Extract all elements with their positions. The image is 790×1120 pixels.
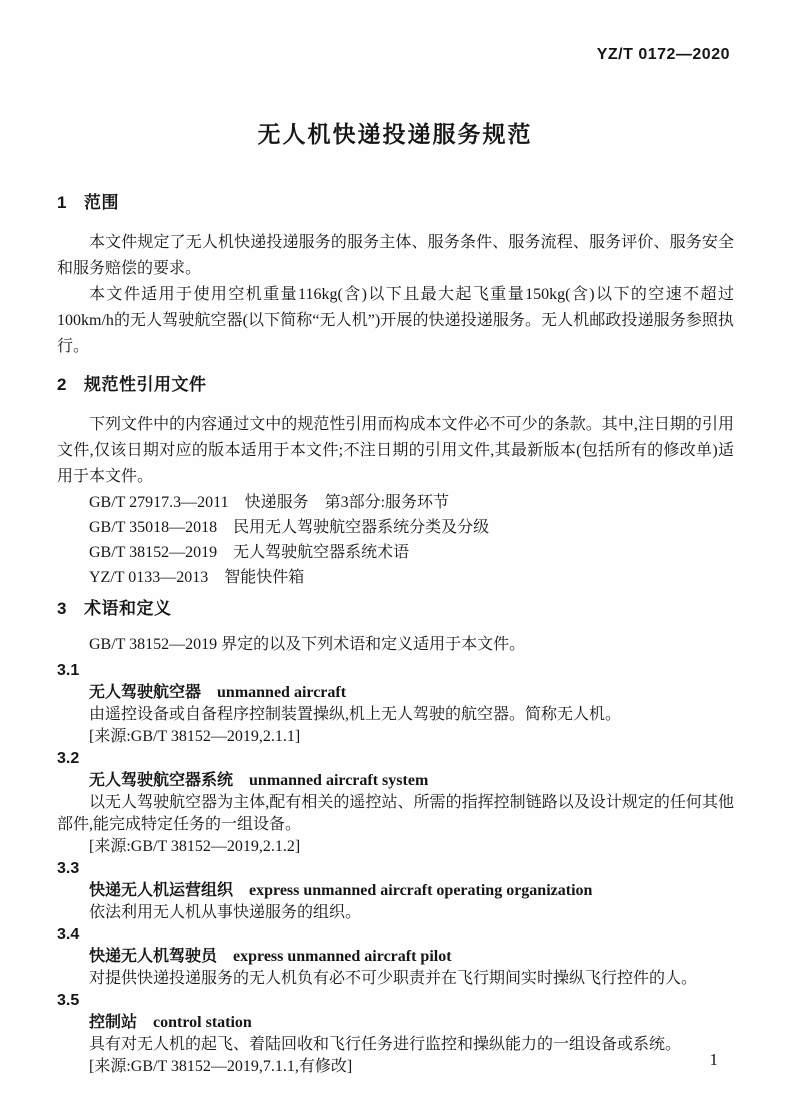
term-definition: 对提供快递投递服务的无人机负有必不可少职责并在飞行期间实时操纵飞行控件的人。 (89, 970, 698, 987)
doc-code: YZ/T 0172—2020 (596, 46, 730, 63)
term-name (57, 880, 734, 902)
paragraph: 本文件规定了无人机快递投递服务的服务主体、服务条件、服务流程、服务评价、服务安全和服务赔偿的要求。 (57, 234, 734, 277)
section-heading-normative-references (57, 374, 734, 396)
term-name-zh: 无人驾驶航空器 (89, 684, 202, 701)
paragraph: GB/T 38152—2019 界定的以及下列术语和定义适用于本文件。 (89, 636, 526, 653)
paragraph: 本文件适用于使用空机重量116kg(含)以下且最大起飞重量150kg(含)以下的空速不超过100km/h的无人驾驶航空器(以下简称“无人机”)开展的快递投递服务。无人机邮政投递服务参照执行。 (57, 286, 734, 355)
terms-list (57, 660, 734, 1078)
term-name-zh: 快递无人机运营组织 (89, 882, 234, 899)
reference-code: GB/T 38152—2019 (89, 544, 218, 561)
term-name-en: express unmanned aircraft pilot (233, 948, 452, 965)
reference-list (57, 490, 734, 590)
term-entry (57, 990, 734, 1078)
paragraph: 下列文件中的内容通过文中的规范性引用而构成本文件必不可少的条款。其中,注日期的引用文件,仅该日期对应的版本适用于本文件;不注日期的引用文件,其最新版本(包括所有的修改单)适用于本文件。 (57, 416, 734, 485)
term-entry (57, 660, 734, 748)
reference-title: 智能快件箱 (224, 569, 305, 586)
term-name (57, 1012, 734, 1034)
term-name-zh: 快递无人机驾驶员 (89, 948, 218, 965)
section-number: 3 (57, 599, 67, 618)
section-title: 规范性引用文件 (83, 375, 207, 394)
reference-item (57, 490, 734, 515)
page-number: 1 (709, 1050, 718, 1069)
section-heading-terms-definitions (57, 598, 734, 620)
section-title: 术语和定义 (83, 599, 172, 618)
term-number: 3.3 (57, 860, 80, 877)
term-name (57, 946, 734, 968)
reference-code: GB/T 27917.3—2011 (89, 494, 229, 511)
term-name-en: unmanned aircraft (217, 684, 347, 701)
term-name-en: unmanned aircraft system (249, 772, 429, 789)
section-number: 1 (57, 193, 67, 212)
term-name (57, 770, 734, 792)
term-definition: 由遥控设备或自备程序控制装置操纵,机上无人驾驶的航空器。简称无人机。 (89, 706, 622, 723)
term-source: [来源:GB/T 38152—2019,7.1.1,有修改] (89, 1058, 353, 1075)
page-title: 无人机快递投递服务规范 (257, 121, 533, 147)
document-content (57, 192, 734, 1078)
section-heading-scope (57, 192, 734, 214)
term-number: 3.5 (57, 992, 80, 1009)
term-source: [来源:GB/T 38152—2019,2.1.1] (89, 728, 301, 745)
reference-item (57, 565, 734, 590)
term-definition: 具有对无人机的起飞、着陆回收和飞行任务进行监控和操纵能力的一组设备或系统。 (89, 1036, 682, 1053)
term-name-en: control station (153, 1014, 252, 1031)
term-number: 3.4 (57, 926, 80, 943)
reference-title: 民用无人驾驶航空器系统分类及分级 (233, 519, 490, 536)
term-definition: 依法利用无人机从事快递服务的组织。 (89, 904, 362, 921)
term-name-en: express unmanned aircraft operating organization (249, 882, 593, 899)
reference-item (57, 515, 734, 540)
reference-item (57, 540, 734, 565)
term-source: [来源:GB/T 38152—2019,2.1.2] (89, 838, 301, 855)
term-definition: 以无人驾驶航空器为主体,配有相关的遥控站、所需的指挥控制链路以及设计规定的任何其他部件,能完成特定任务的一组设备。 (57, 794, 734, 833)
term-name (57, 682, 734, 704)
term-entry (57, 924, 734, 990)
reference-title: 快递服务 第3部分:服务环节 (244, 494, 450, 511)
section-scope-body (57, 230, 734, 360)
term-entry (57, 748, 734, 858)
reference-title: 无人驾驶航空器系统术语 (233, 544, 410, 561)
term-name-zh: 无人驾驶航空器系统 (89, 772, 234, 789)
reference-code: GB/T 35018—2018 (89, 519, 218, 536)
term-entry (57, 858, 734, 924)
term-number: 3.1 (57, 662, 80, 679)
term-number: 3.2 (57, 750, 80, 767)
section-title: 范围 (83, 193, 119, 212)
section-number: 2 (57, 375, 67, 394)
reference-code: YZ/T 0133—2013 (89, 569, 209, 586)
term-name-zh: 控制站 (89, 1014, 138, 1031)
